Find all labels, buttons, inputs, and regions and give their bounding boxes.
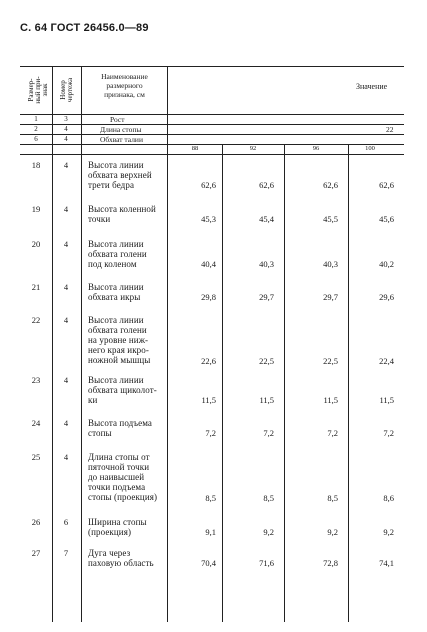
size-label: 100 bbox=[365, 145, 375, 152]
row-value: 45,3 bbox=[201, 213, 216, 224]
row-drawing: 7 bbox=[63, 548, 69, 558]
row-value: 72,8 bbox=[323, 557, 338, 568]
row-number: 25 bbox=[31, 452, 41, 462]
row-value: 45,5 bbox=[323, 213, 338, 224]
row-feature-name: Высота линии обхвата икры bbox=[88, 282, 144, 302]
row-number: 18 bbox=[31, 160, 41, 170]
row-feature-name: Ширина стопы (проекция) bbox=[88, 517, 147, 537]
row-value: 8,5 bbox=[263, 493, 274, 503]
row-value: 11,5 bbox=[259, 395, 274, 405]
row-value: 29,6 bbox=[379, 291, 394, 302]
header-bottom-border bbox=[20, 114, 404, 115]
row-feature-name: Высота линии обхвата щиколот- ки bbox=[88, 375, 157, 405]
row-drawing: 4 bbox=[63, 239, 69, 249]
size-col-divider bbox=[222, 144, 223, 622]
row-value: 8,5 bbox=[327, 493, 338, 503]
row-drawing: 4 bbox=[63, 375, 69, 385]
row-feature-name: Дуга через паховую область bbox=[88, 548, 154, 568]
row-value: 45,4 bbox=[259, 213, 274, 224]
row-drawing: 4 bbox=[63, 452, 69, 462]
row-number: 19 bbox=[31, 204, 41, 214]
row-number: 20 bbox=[31, 239, 41, 249]
row-value: 70,4 bbox=[201, 557, 216, 568]
meta-row-drawing: 4 bbox=[64, 135, 68, 143]
row-value: 8,6 bbox=[383, 493, 394, 503]
meta-row-number: 1 bbox=[34, 115, 38, 123]
meta-row-name: Рост bbox=[110, 115, 125, 124]
size-col-divider bbox=[348, 144, 349, 622]
size-col-divider bbox=[284, 144, 285, 622]
row-value: 22,4 bbox=[379, 356, 394, 366]
row-value: 40,3 bbox=[259, 259, 274, 269]
col-divider bbox=[167, 66, 168, 622]
row-value: 62,6 bbox=[259, 180, 274, 190]
col-divider bbox=[81, 66, 82, 622]
row-value: 40,3 bbox=[323, 259, 338, 269]
row-drawing: 4 bbox=[63, 282, 69, 292]
row-drawing: 6 bbox=[63, 517, 69, 527]
header-size-feature: Размер- ный при- знак bbox=[27, 76, 49, 104]
row-value: 7,2 bbox=[383, 427, 394, 438]
meta-row-name: Длина стопы bbox=[100, 125, 142, 134]
row-feature-name: Длина стопы от пяточной точки до наивысшей точки подъема стопы (проекция) bbox=[88, 452, 158, 502]
meta-row-name: Обхват талии bbox=[100, 135, 143, 144]
size-label: 96 bbox=[312, 145, 320, 152]
meta-row-border bbox=[20, 124, 404, 125]
row-feature-name: Высота коленной точки bbox=[88, 204, 156, 224]
meta-row-drawing: 4 bbox=[64, 125, 68, 133]
size-label: 92 bbox=[249, 145, 257, 152]
row-value: 29,7 bbox=[323, 291, 338, 302]
row-value: 71,6 bbox=[259, 557, 274, 568]
row-number: 26 bbox=[31, 517, 41, 527]
row-value: 29,8 bbox=[201, 291, 216, 302]
meta-row-value: 22 bbox=[386, 125, 394, 134]
header-drawing-number: Номер чертежа bbox=[59, 77, 74, 103]
row-value: 22,6 bbox=[201, 356, 216, 366]
col-divider bbox=[52, 66, 53, 622]
row-drawing: 4 bbox=[63, 204, 69, 214]
table-top-border bbox=[20, 66, 404, 67]
row-number: 24 bbox=[31, 418, 41, 428]
row-drawing: 4 bbox=[63, 160, 69, 170]
row-feature-name: Высота линии обхвата верхней трети бедра bbox=[88, 160, 152, 190]
row-value: 7,2 bbox=[205, 427, 216, 438]
row-value: 11,5 bbox=[379, 395, 394, 405]
row-value: 29,7 bbox=[259, 291, 274, 302]
row-feature-name: Высота подъема стопы bbox=[88, 418, 153, 438]
header-value: Значение bbox=[356, 82, 388, 91]
size-label: 88 bbox=[191, 145, 199, 152]
row-value: 8,5 bbox=[205, 493, 216, 503]
meta-row-number: 6 bbox=[34, 135, 38, 143]
row-number: 23 bbox=[31, 375, 41, 385]
row-value: 62,6 bbox=[323, 180, 338, 190]
row-feature-name: Высота линии обхвата голени на уровне ниж- него края икро- ножной мышцы bbox=[88, 315, 151, 365]
row-value: 9,1 bbox=[205, 526, 216, 537]
row-drawing: 4 bbox=[63, 315, 69, 325]
row-value: 7,2 bbox=[327, 427, 338, 438]
meta-row-border bbox=[20, 134, 404, 135]
meta-row-number: 2 bbox=[34, 125, 38, 133]
row-value: 62,6 bbox=[379, 180, 394, 190]
row-feature-name: Высота линии обхвата голени под коленом bbox=[88, 239, 147, 269]
row-value: 9,2 bbox=[383, 526, 394, 537]
row-number: 27 bbox=[31, 548, 41, 558]
row-value: 9,2 bbox=[263, 526, 274, 537]
row-value: 7,2 bbox=[263, 427, 274, 438]
page-header: С. 64 ГОСТ 26456.0—89 bbox=[20, 22, 149, 34]
row-value: 62,6 bbox=[201, 180, 216, 190]
row-value: 11,5 bbox=[201, 395, 216, 405]
row-value: 40,4 bbox=[201, 259, 216, 269]
row-value: 45,6 bbox=[379, 213, 394, 224]
meta-row-drawing: 3 bbox=[64, 115, 68, 123]
row-drawing: 4 bbox=[63, 418, 69, 428]
meta-row-border bbox=[20, 154, 404, 155]
row-number: 21 bbox=[31, 282, 41, 292]
header-feature-name: Наименование размерного признака, см bbox=[101, 72, 148, 99]
row-value: 22,5 bbox=[259, 356, 274, 366]
row-value: 22,5 bbox=[323, 356, 338, 366]
row-value: 9,2 bbox=[327, 526, 338, 537]
row-value: 11,5 bbox=[323, 395, 338, 405]
row-number: 22 bbox=[31, 315, 41, 325]
row-value: 40,2 bbox=[379, 259, 394, 269]
row-value: 74,1 bbox=[379, 557, 394, 568]
